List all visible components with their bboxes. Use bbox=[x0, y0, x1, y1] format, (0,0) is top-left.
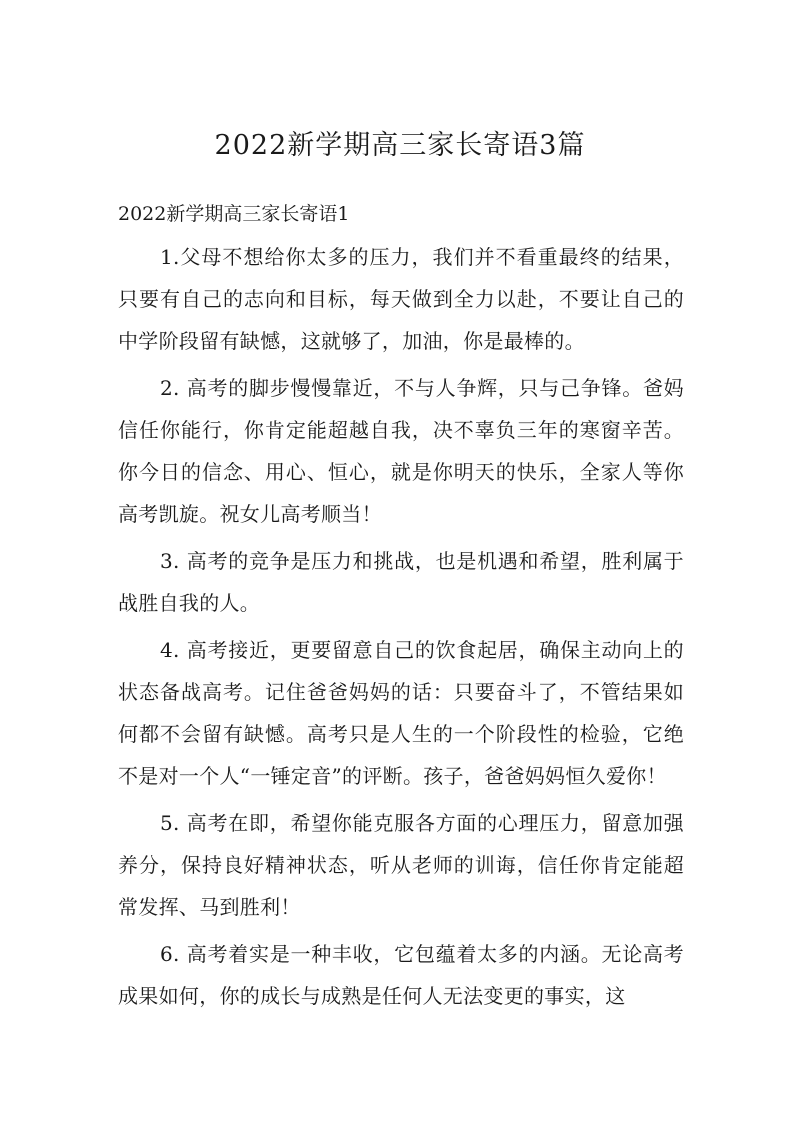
paragraph-text: 高考在即，希望你能克服各方面的心理压力，留意加强养分，保持良好精神状态，听从老师的训诲，信任你肯定能超常发挥、马到胜利！ bbox=[118, 811, 684, 919]
paragraph-4 bbox=[118, 629, 684, 797]
document-title: 2022新学期高三家长寄语3篇 bbox=[214, 130, 586, 161]
paragraph-3 bbox=[118, 540, 684, 624]
paragraph-number: 2. bbox=[160, 376, 180, 400]
paragraph-number: 6. bbox=[160, 942, 180, 966]
paragraph-6 bbox=[118, 933, 684, 1017]
paragraph-text: 高考的脚步慢慢靠近，不与人争辉，只与己争锋。爸妈信任你能行，你肯定能超越自我，决不辜负三年的寒窗辛苦。你今日的信念、用心、恒心，就是你明天的快乐，全家人等你高考凯旋。祝女儿高考顺当！ bbox=[118, 376, 684, 526]
paragraph-number: 4. bbox=[160, 638, 180, 662]
paragraph-text: 高考接近，更要留意自己的饮食起居，确保主动向上的状态备战高考。记住爸爸妈妈的话：只要奋斗了，不管结果如何都不会留有缺憾。高考只是人生的一个阶段性的检验，它绝不是对一个人“一锤定音”的评断。孩子，爸爸妈妈恒久爱你！ bbox=[118, 638, 684, 788]
paragraph-2 bbox=[118, 367, 684, 535]
paragraph-text: 父母不想给你太多的压力，我们并不看重最终的结果，只要有自己的志向和目标，每天做到全力以赴，不要让自己的中学阶段留有缺憾，这就够了，加油，你是最棒的。 bbox=[118, 245, 684, 353]
paragraph-text: 高考的竞争是压力和挑战，也是机遇和希望，胜利属于战胜自我的人。 bbox=[118, 549, 684, 615]
paragraph-text: 高考着实是一种丰收，它包蕴着太多的内涵。无论高考成果如何，你的成长与成熟是任何人无法变更的事实，这 bbox=[118, 942, 684, 1008]
paragraph-1 bbox=[118, 236, 684, 362]
section-heading: 2022新学期高三家长寄语1 bbox=[118, 203, 350, 225]
paragraph-number: 1. bbox=[160, 245, 180, 269]
paragraph-number: 5. bbox=[160, 811, 180, 835]
paragraph-5 bbox=[118, 802, 684, 928]
paragraph-number: 3. bbox=[160, 549, 180, 573]
document-body bbox=[118, 236, 684, 1022]
